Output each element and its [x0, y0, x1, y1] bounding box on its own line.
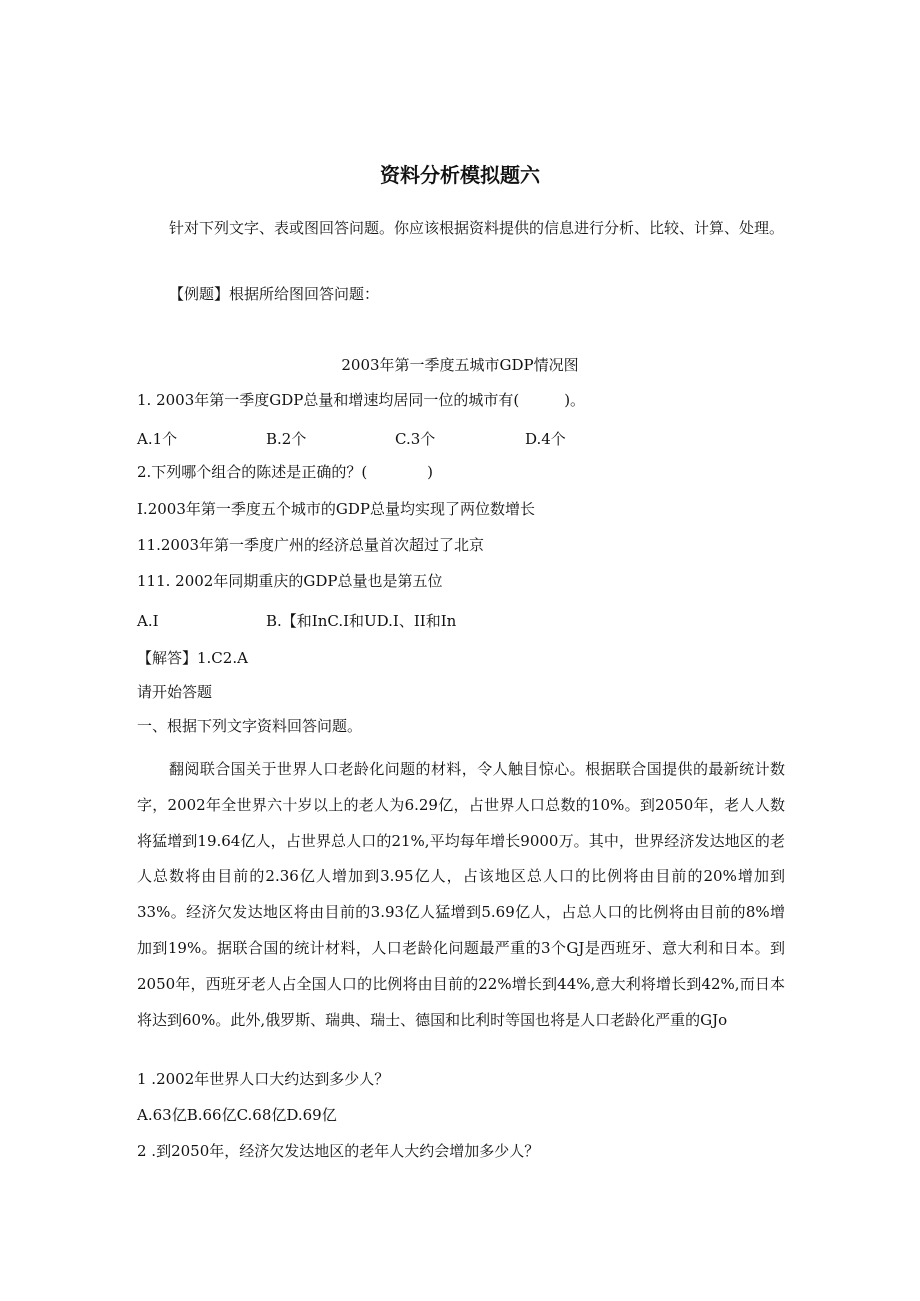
question-2: 2.下列哪个组合的陈述是正确的？( ) [137, 463, 434, 481]
passage-question-2: 2 .到2050年，经济欠发达地区的老年人大约会增加多少人？ [137, 1142, 540, 1160]
passage-question-1: 1 .2002年世界人口大约达到多少人？ [137, 1070, 390, 1088]
question-1: 1. 2003年第一季度GDP总量和增速均居同一位的城市有( )。 [137, 391, 586, 409]
passage-paragraph: 翻阅联合国关于世界人口老龄化问题的材料，令人触目惊心。根据联合国提供的最新统计数字，2002年全世界六十岁以上的老人为6.29亿，占世界人口总数的10%。到2050年，老人人数将猛增到19.64亿人，占世界总人口的21%,平均每年增长9000万。其中，世界经济发达地区的老人总数将由目前的2.36亿人增加到3.95亿人，占该地区总人口的比例将由目前的20%增加到33%。经济欠发达地区将由目前的3.93亿人猛增到5.69亿人，占总人口的比例将由目前的8%增加到19%。据联合国的统计材料，人口老龄化问题最严重的3个GJ是西班牙、意大利和日本。到2050年，西班牙老人占全国人口的比例将由目前的22%增长到44%,意大利将增长到42%,而日本将达到60%。此外,俄罗斯、瑞典、瑞士、德国和比利时等国也将是人口老龄化严重的GJo [137, 760, 785, 1029]
passage-question-1-options: A.63亿B.66亿C.68亿D.69亿 [137, 1106, 337, 1124]
chart-caption: 2003年第一季度五城市GDP情况图 [341, 356, 579, 374]
option-b: B.2个 [266, 430, 307, 448]
question-2-option-rest: B.【和InC.I和UD.I、II和In [266, 612, 457, 630]
statement-2: 11.2003年第一季度广州的经济总量首次超过了北京 [137, 536, 485, 554]
statement-1: I.2003年第一季度五个城市的GDP总量均实现了两位数增长 [137, 500, 535, 518]
start-line: 请开始答题 [137, 683, 213, 701]
option-c: C.3个 [395, 430, 436, 448]
intro-paragraph: 针对下列文字、表或图回答问题。你应该根据资料提供的信息进行分析、比较、计算、处理。 [169, 219, 785, 237]
statement-3: 111. 2002年同期重庆的GDP总量也是第五位 [137, 572, 443, 590]
page-title: 资料分析模拟题六 [380, 163, 540, 187]
question-2-option-a: A.I [137, 612, 159, 630]
section-heading: 一、根据下列文字资料回答问题。 [137, 717, 363, 735]
option-d: D.4个 [525, 430, 566, 448]
example-label: 【例题】根据所给图回答问题： [169, 285, 380, 303]
option-a: A.1个 [137, 430, 178, 448]
answer-line: 【解答】1.C2.A [137, 649, 248, 667]
